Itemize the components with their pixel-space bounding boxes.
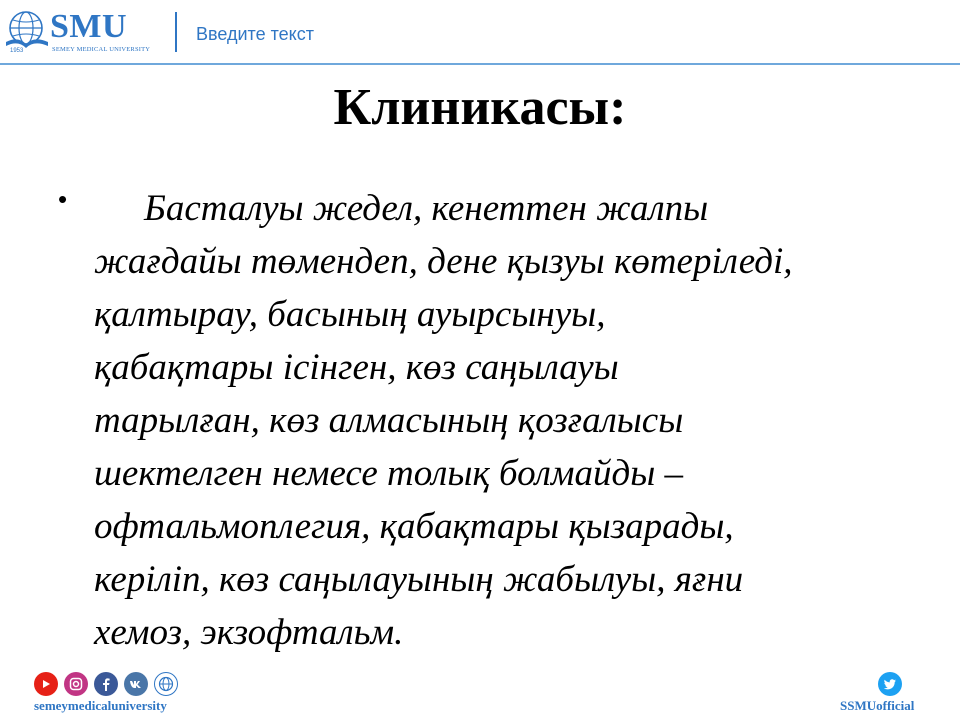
website-icon[interactable]	[154, 672, 178, 696]
logo-subtitle: SEMEY MEDICAL UNIVERSITY	[52, 46, 151, 53]
youtube-icon[interactable]	[34, 672, 58, 696]
footer-handle-left[interactable]: semeymedicaluniversity	[34, 698, 167, 713]
body-line: керіліп, көз саңылауының жабылуы, яғни	[94, 559, 744, 600]
bullet-marker: •	[58, 184, 68, 214]
body-line: қалтырау, басының ауырсынуы,	[94, 294, 606, 335]
vk-icon[interactable]	[124, 672, 148, 696]
facebook-icon[interactable]	[94, 672, 118, 696]
header-text-placeholder[interactable]: Введите текст	[196, 24, 314, 44]
logo-year: 1953	[10, 48, 24, 54]
footer-handle-right[interactable]: SSMUofficial	[840, 698, 915, 713]
header-divider	[175, 12, 177, 52]
body-line: жағдайы төмендеп, дене қызуы көтеріледі,	[94, 241, 793, 282]
footer-social-right	[840, 672, 950, 716]
instagram-icon[interactable]	[64, 672, 88, 696]
smu-logo	[4, 8, 164, 58]
body-line: офтальмоплегия, қабақтары қызарады,	[94, 506, 734, 547]
body-line: Басталуы жедел, кенеттен жалпы	[144, 188, 709, 229]
body-line: хемоз, экзофтальм.	[94, 612, 404, 653]
slide-title: Клиникасы:	[333, 79, 627, 136]
twitter-icon[interactable]	[878, 672, 902, 696]
body-line: қабақтары ісінген, көз саңылауы	[94, 347, 619, 388]
slide-header	[0, 0, 960, 64]
slide-body-text	[94, 182, 934, 659]
body-line: шектелген немесе толық болмайды –	[94, 453, 684, 494]
social-icons-row	[34, 672, 178, 698]
logo-wordmark: SMU	[50, 8, 128, 45]
header-underline	[0, 63, 960, 65]
body-line: тарылған, көз алмасының қозғалысы	[94, 400, 684, 441]
footer-social-left	[34, 672, 214, 716]
